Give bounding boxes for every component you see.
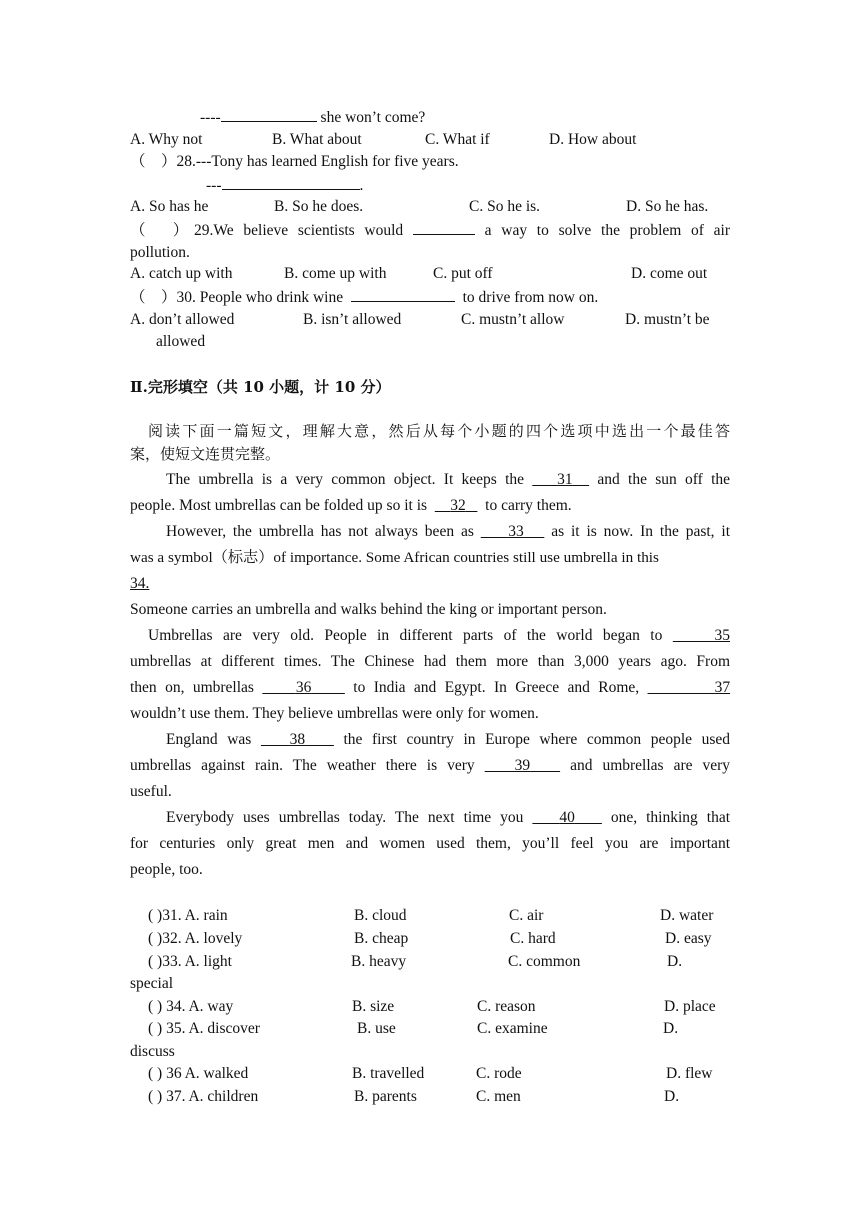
- passage-line-11: [166, 730, 730, 750]
- passage-text: then on, umbrellas: [130, 679, 254, 696]
- blank-37: [648, 679, 731, 696]
- option-q31-b: B. cloud: [354, 907, 407, 924]
- option-q32-c: C. hard: [510, 930, 556, 947]
- option-q33-b: B. heavy: [351, 953, 407, 970]
- passage-text: to carry them.: [485, 497, 572, 514]
- q27-stem-text: she won’t come?: [316, 109, 426, 126]
- option-q37-a: ( ) 37. A. children: [148, 1088, 259, 1105]
- option-q31-c: C. air: [509, 907, 544, 924]
- q30-blank: [351, 287, 455, 302]
- blank-33-number: 33: [508, 523, 524, 540]
- option-q36-b: B. travelled: [352, 1065, 425, 1082]
- q27-option-d: D. How about: [549, 131, 637, 148]
- q28-stem: （ ）28.---Tony has learned English for five years.: [130, 153, 459, 170]
- q27-dashes: ----: [200, 109, 221, 126]
- blank-35-number: 35: [714, 627, 731, 644]
- blank-39: [485, 757, 560, 774]
- q27-option-a: A. Why not: [130, 131, 203, 148]
- q30-option-c: C. mustn’t allow: [461, 311, 565, 328]
- blank-38-number: 38: [289, 731, 306, 748]
- passage-text: England was: [166, 731, 252, 748]
- blank-37-number: 37: [714, 679, 731, 696]
- q28-option-b: B. So he does.: [274, 198, 364, 215]
- option-q36-d: D. flew: [666, 1065, 713, 1082]
- q29-stem-wrap: pollution.: [130, 244, 190, 261]
- option-q31-a: ( )31. A. rain: [148, 907, 228, 924]
- option-q35-b: B. use: [357, 1020, 396, 1037]
- blank-34: 34.: [130, 575, 150, 592]
- option-q35-d: D.: [663, 1020, 679, 1037]
- passage-line-4: was a symbol（标志）of importance. Some African countries still use umbrella in this: [130, 549, 659, 566]
- q28-period: .: [359, 177, 364, 194]
- q30-option-b: B. isn’t allowed: [303, 311, 402, 328]
- option-q36-a: ( ) 36 A. walked: [148, 1065, 249, 1082]
- blank-33: [481, 523, 545, 540]
- q29-blank: [413, 220, 475, 235]
- passage-line-9: [130, 678, 730, 698]
- option-q34-d: D. place: [664, 998, 716, 1015]
- passage-line-15: for centuries only great men and women used them, you’ll feel you are important: [130, 835, 730, 852]
- blank-36: [262, 679, 345, 696]
- passage-text: umbrellas against rain. The weather there is very: [130, 757, 475, 774]
- option-q37-c: C. men: [476, 1088, 521, 1105]
- blank-39-number: 39: [514, 757, 531, 774]
- q27-option-b: B. What about: [272, 131, 362, 148]
- option-q34-a: ( ) 34. A. way: [148, 998, 234, 1015]
- passage-line-10: wouldn’t use them. They believe umbrellas were only for women.: [130, 705, 539, 722]
- q29-option-d: D. come out: [631, 265, 708, 282]
- option-q31-d: D. water: [660, 907, 714, 924]
- passage-line-7: [148, 626, 730, 646]
- option-q35-a: ( ) 35. A. discover: [148, 1020, 260, 1037]
- q27-stem: [200, 107, 425, 128]
- q28-answer-line: [206, 175, 363, 196]
- blank-31-number: 31: [557, 471, 573, 488]
- passage-line-2: [130, 496, 572, 516]
- option-q34-b: B. size: [352, 998, 395, 1015]
- q30-stem: [130, 287, 598, 308]
- q30-stem-part2: to drive from now on.: [462, 289, 599, 306]
- passage-text: the first country in Europe where common people used: [343, 731, 730, 748]
- blank-40: [532, 809, 601, 826]
- passage-line-3: [166, 522, 730, 542]
- option-q35-c: C. examine: [477, 1020, 548, 1037]
- q29-option-a: A. catch up with: [130, 265, 233, 282]
- blank-31: [532, 471, 589, 488]
- option-q33-a: ( )33. A. light: [148, 953, 232, 970]
- option-q32-b: B. cheap: [354, 930, 409, 947]
- q28-option-c: C. So he is.: [469, 198, 541, 215]
- passage-text: However, the umbrella has not always been as: [166, 523, 474, 540]
- blank-36-number: 36: [295, 679, 312, 696]
- option-q33-c: C. common: [508, 953, 581, 970]
- passage-line-1: [166, 470, 730, 490]
- passage-text: Everybody uses umbrellas today. The next time you: [166, 809, 524, 826]
- q30-option-d-wrap: allowed: [156, 333, 206, 350]
- option-q34-c: C. reason: [477, 998, 536, 1015]
- blank-32: [435, 497, 478, 514]
- passage-line-16: people, too.: [130, 861, 203, 878]
- blank-38: [261, 731, 334, 748]
- q27-blank: [221, 107, 317, 122]
- option-q35-d-wrap: discuss: [130, 1043, 175, 1060]
- blank-40-number: 40: [559, 809, 575, 826]
- passage-text: as it is now. In the past, it: [551, 523, 731, 540]
- passage-text: people. Most umbrellas can be folded up so it is: [130, 497, 428, 514]
- q29-stem: [130, 220, 730, 241]
- passage-text: The umbrella is a very common object. It keeps the: [166, 471, 525, 488]
- option-q37-d: D.: [664, 1088, 680, 1105]
- option-q32-a: ( )32. A. lovely: [148, 930, 243, 947]
- passage-line-13: useful.: [130, 783, 172, 800]
- q29-option-c: C. put off: [433, 265, 493, 282]
- section-heading: Ⅱ.完形填空（共 10 小题，计 10 分）: [130, 378, 391, 396]
- q28-option-a: A. So has he: [130, 198, 209, 215]
- section-instruction-line1: 阅读下面一篇短文，理解大意，然后从每个小题的四个选项中选出一个最佳答: [148, 422, 730, 440]
- q30-option-d: D. mustn’t be: [625, 311, 710, 328]
- q27-option-c: C. What if: [425, 131, 490, 148]
- passage-text: and the sun off the: [597, 471, 731, 488]
- option-q36-c: C. rode: [476, 1065, 522, 1082]
- q28-dashes: ---: [206, 177, 222, 194]
- passage-text: Umbrellas are very old. People in different parts of the world began to: [148, 627, 663, 644]
- blank-32-number: 32: [450, 497, 466, 514]
- q30-option-a: A. don’t allowed: [130, 311, 235, 328]
- passage-text: to India and Egypt. In Greece and Rome,: [353, 679, 640, 696]
- option-q32-d: D. easy: [665, 930, 712, 947]
- section-instruction-line2: 案，使短文连贯完整。: [130, 445, 281, 463]
- option-q33-d-wrap: special: [130, 975, 174, 992]
- passage-line-12: [130, 756, 730, 776]
- q29-option-b: B. come up with: [284, 265, 387, 282]
- option-q33-d: D.: [667, 953, 683, 970]
- q29-stem-part2: a way to solve the problem of air: [484, 222, 731, 239]
- q28-option-d: D. So he has.: [626, 198, 709, 215]
- passage-text: and umbrellas are very: [570, 757, 731, 774]
- passage-line-6: Someone carries an umbrella and walks behind the king or important person.: [130, 601, 607, 618]
- blank-35: [673, 627, 730, 644]
- passage-text: one, thinking that: [610, 809, 731, 826]
- q29-stem-part1: （ ）29.We believe scientists would: [130, 222, 404, 239]
- q28-blank: [222, 175, 360, 190]
- option-q37-b: B. parents: [354, 1088, 417, 1105]
- passage-line-14: [166, 808, 730, 828]
- q30-stem-part1: （ ）30. People who drink wine: [130, 289, 344, 306]
- passage-line-8: umbrellas at different times. The Chinese had them more than 3,000 years ago. From: [130, 653, 730, 670]
